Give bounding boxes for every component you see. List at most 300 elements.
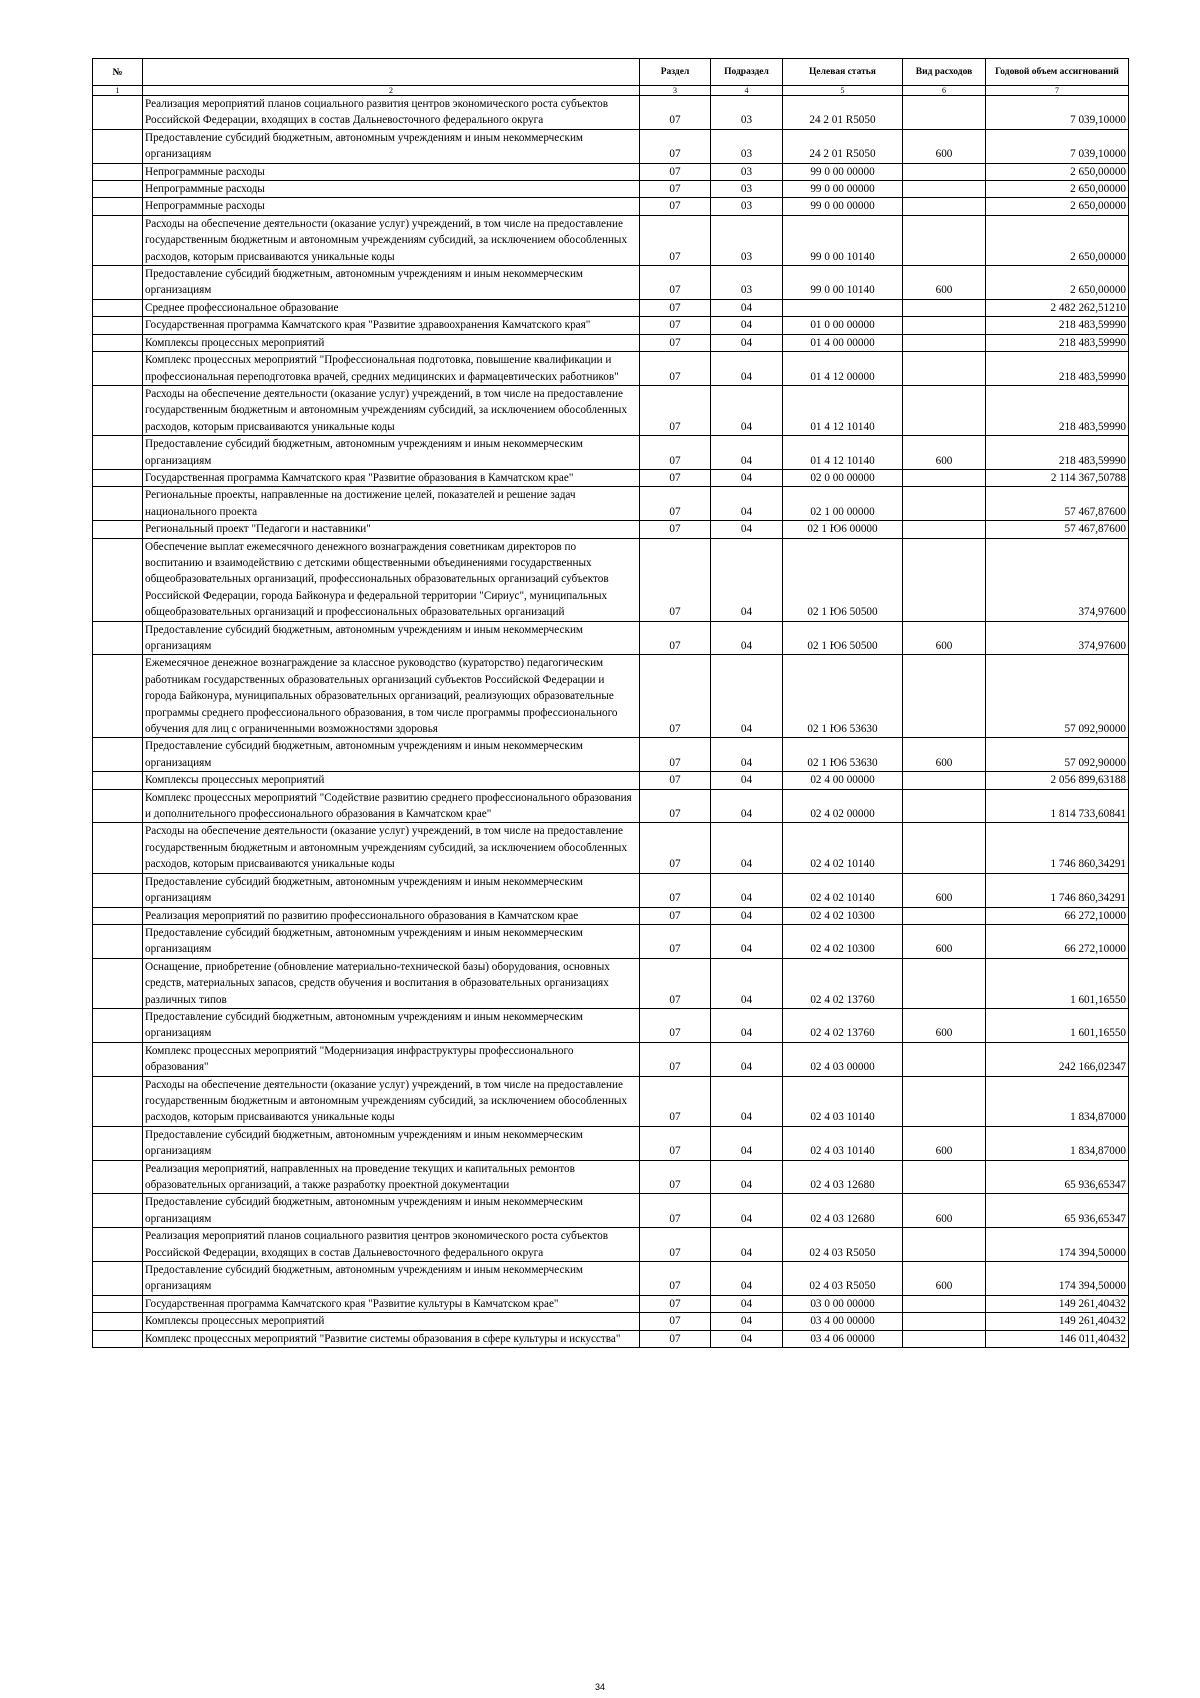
cell-podrazdel: 04 bbox=[711, 789, 783, 823]
cell-no bbox=[93, 1262, 143, 1296]
cell-vid bbox=[903, 317, 986, 334]
cell-no bbox=[93, 1126, 143, 1160]
header-vid: Вид расходов bbox=[903, 59, 986, 86]
cell-amount: 1 834,87000 bbox=[986, 1076, 1129, 1126]
cell-article: 02 1 Ю6 50500 bbox=[783, 621, 903, 655]
cell-vid bbox=[903, 1160, 986, 1194]
table-row bbox=[93, 317, 1129, 334]
cell-article: 02 4 02 10300 bbox=[783, 907, 903, 924]
cell-podrazdel: 04 bbox=[711, 873, 783, 907]
cell-vid bbox=[903, 1330, 986, 1347]
cell-article: 99 0 00 10140 bbox=[783, 215, 903, 265]
cell-name: Расходы на обеспечение деятельности (оказание услуг) учреждений, в том числе на предоставление государственным бюджетным и автономным учреждениям субсидий, за исключением обособленных расходов, которым присваиваются уникальные коды bbox=[143, 385, 640, 435]
cell-no bbox=[93, 1313, 143, 1330]
cell-name: Расходы на обеспечение деятельности (оказание услуг) учреждений, в том числе на предоставление государственным бюджетным и автономным учреждениям субсидий, за исключением обособленных расходов, которым присваиваются уникальные коды bbox=[143, 215, 640, 265]
cell-no bbox=[93, 1330, 143, 1347]
cell-podrazdel: 04 bbox=[711, 487, 783, 521]
cell-no bbox=[93, 924, 143, 958]
cell-name: Государственная программа Камчатского края "Развитие культуры в Камчатском крае" bbox=[143, 1295, 640, 1312]
cell-no bbox=[93, 469, 143, 486]
cell-vid bbox=[903, 299, 986, 316]
cell-amount: 7 039,10000 bbox=[986, 129, 1129, 163]
cell-vid bbox=[903, 352, 986, 386]
cell-amount: 66 272,10000 bbox=[986, 924, 1129, 958]
cell-name: Реализация мероприятий, направленных на проведение текущих и капитальных ремонтов образовательных организаций, а также разработку проектной документации bbox=[143, 1160, 640, 1194]
header-name bbox=[143, 59, 640, 86]
cell-amount: 174 394,50000 bbox=[986, 1228, 1129, 1262]
cell-vid bbox=[903, 1228, 986, 1262]
cell-razdel: 07 bbox=[640, 823, 711, 873]
cell-article: 24 2 01 R5050 bbox=[783, 96, 903, 130]
table-body bbox=[93, 96, 1129, 1348]
cell-amount: 2 056 899,63188 bbox=[986, 772, 1129, 789]
table-row bbox=[93, 1076, 1129, 1126]
cell-razdel: 07 bbox=[640, 738, 711, 772]
header-podrazdel: Подраздел bbox=[711, 59, 783, 86]
cell-vid bbox=[903, 1295, 986, 1312]
cell-amount: 1 601,16550 bbox=[986, 958, 1129, 1008]
cell-vid: 600 bbox=[903, 266, 986, 300]
cell-no bbox=[93, 1295, 143, 1312]
cell-razdel: 07 bbox=[640, 436, 711, 470]
cell-article: 02 1 Ю6 00000 bbox=[783, 521, 903, 538]
cell-podrazdel: 04 bbox=[711, 958, 783, 1008]
cell-amount: 1 814 733,60841 bbox=[986, 789, 1129, 823]
cell-amount: 1 601,16550 bbox=[986, 1008, 1129, 1042]
cell-vid: 600 bbox=[903, 129, 986, 163]
cell-razdel: 07 bbox=[640, 317, 711, 334]
table-row bbox=[93, 789, 1129, 823]
cell-article: 03 4 00 00000 bbox=[783, 1313, 903, 1330]
cell-name: Среднее профессиональное образование bbox=[143, 299, 640, 316]
cell-no bbox=[93, 1008, 143, 1042]
cell-podrazdel: 04 bbox=[711, 924, 783, 958]
cell-article: 02 1 Ю6 53630 bbox=[783, 655, 903, 738]
cell-razdel: 07 bbox=[640, 334, 711, 351]
table-row bbox=[93, 1126, 1129, 1160]
table-row bbox=[93, 352, 1129, 386]
cell-podrazdel: 03 bbox=[711, 181, 783, 198]
cell-article: 02 4 03 10140 bbox=[783, 1126, 903, 1160]
header-row bbox=[93, 59, 1129, 86]
cell-razdel: 07 bbox=[640, 1042, 711, 1076]
cell-vid bbox=[903, 772, 986, 789]
cell-article: 02 4 03 10140 bbox=[783, 1076, 903, 1126]
cell-article: 02 4 02 10300 bbox=[783, 924, 903, 958]
cell-razdel: 07 bbox=[640, 1160, 711, 1194]
cell-vid: 600 bbox=[903, 1194, 986, 1228]
cell-razdel: 07 bbox=[640, 1228, 711, 1262]
cell-amount: 374,97600 bbox=[986, 621, 1129, 655]
cell-razdel: 07 bbox=[640, 266, 711, 300]
cell-podrazdel: 04 bbox=[711, 1042, 783, 1076]
cell-article: 02 4 02 13760 bbox=[783, 1008, 903, 1042]
cell-razdel: 07 bbox=[640, 1194, 711, 1228]
cell-article: 02 4 00 00000 bbox=[783, 772, 903, 789]
table-row bbox=[93, 299, 1129, 316]
cell-article: 02 1 00 00000 bbox=[783, 487, 903, 521]
cell-razdel: 07 bbox=[640, 129, 711, 163]
cell-vid bbox=[903, 907, 986, 924]
cell-article: 99 0 00 00000 bbox=[783, 181, 903, 198]
cell-amount: 1 834,87000 bbox=[986, 1126, 1129, 1160]
cell-vid: 600 bbox=[903, 1262, 986, 1296]
cell-podrazdel: 04 bbox=[711, 1194, 783, 1228]
cell-no bbox=[93, 738, 143, 772]
cell-podrazdel: 04 bbox=[711, 621, 783, 655]
cell-podrazdel: 04 bbox=[711, 1126, 783, 1160]
cell-article: 02 4 03 12680 bbox=[783, 1194, 903, 1228]
cell-amount: 2 114 367,50788 bbox=[986, 469, 1129, 486]
table-row bbox=[93, 655, 1129, 738]
cell-name: Предоставление субсидий бюджетным, автономным учреждениям и иным некоммерческим организациям bbox=[143, 924, 640, 958]
cell-razdel: 07 bbox=[640, 538, 711, 621]
cell-amount: 218 483,59990 bbox=[986, 436, 1129, 470]
cell-amount: 65 936,65347 bbox=[986, 1160, 1129, 1194]
cell-vid: 600 bbox=[903, 738, 986, 772]
cell-article: 99 0 00 10140 bbox=[783, 266, 903, 300]
cell-razdel: 07 bbox=[640, 1295, 711, 1312]
cell-amount: 146 011,40432 bbox=[986, 1330, 1129, 1347]
cell-vid bbox=[903, 823, 986, 873]
cell-razdel: 07 bbox=[640, 181, 711, 198]
table-row bbox=[93, 129, 1129, 163]
cell-razdel: 07 bbox=[640, 1076, 711, 1126]
cell-vid: 600 bbox=[903, 621, 986, 655]
cell-vid bbox=[903, 1076, 986, 1126]
cell-vid: 600 bbox=[903, 436, 986, 470]
cell-amount: 218 483,59990 bbox=[986, 334, 1129, 351]
cell-article: 01 0 00 00000 bbox=[783, 317, 903, 334]
table-row bbox=[93, 1042, 1129, 1076]
cell-no bbox=[93, 873, 143, 907]
cell-no bbox=[93, 1194, 143, 1228]
cell-no bbox=[93, 823, 143, 873]
cell-no bbox=[93, 198, 143, 215]
cell-podrazdel: 03 bbox=[711, 266, 783, 300]
cell-vid bbox=[903, 1313, 986, 1330]
cell-article: 01 4 12 10140 bbox=[783, 436, 903, 470]
cell-no bbox=[93, 299, 143, 316]
cell-no bbox=[93, 163, 143, 180]
cell-article: 03 0 00 00000 bbox=[783, 1295, 903, 1312]
cell-no bbox=[93, 1076, 143, 1126]
cell-no bbox=[93, 1042, 143, 1076]
cell-no bbox=[93, 96, 143, 130]
cell-name: Предоставление субсидий бюджетным, автономным учреждениям и иным некоммерческим организациям bbox=[143, 1008, 640, 1042]
cell-name: Предоставление субсидий бюджетным, автономным учреждениям и иным некоммерческим организациям bbox=[143, 1262, 640, 1296]
cell-name: Реализация мероприятий планов социального развития центров экономического роста субъектов Российской Федерации, входящих в состав Дальневосточного федерального округа bbox=[143, 1228, 640, 1262]
cell-razdel: 07 bbox=[640, 907, 711, 924]
cell-vid bbox=[903, 96, 986, 130]
cell-podrazdel: 04 bbox=[711, 352, 783, 386]
cell-no bbox=[93, 352, 143, 386]
table-row bbox=[93, 958, 1129, 1008]
cell-name: Региональный проект "Педагоги и наставники" bbox=[143, 521, 640, 538]
table-row bbox=[93, 266, 1129, 300]
cell-name: Региональные проекты, направленные на достижение целей, показателей и решение задач национального проекта bbox=[143, 487, 640, 521]
cell-podrazdel: 04 bbox=[711, 385, 783, 435]
cell-name: Государственная программа Камчатского края "Развитие образования в Камчатском крае" bbox=[143, 469, 640, 486]
cell-no bbox=[93, 266, 143, 300]
cell-article: 24 2 01 R5050 bbox=[783, 129, 903, 163]
table-row bbox=[93, 538, 1129, 621]
cell-vid: 600 bbox=[903, 924, 986, 958]
table-row bbox=[93, 163, 1129, 180]
table-row bbox=[93, 334, 1129, 351]
cell-razdel: 07 bbox=[640, 1330, 711, 1347]
cell-podrazdel: 03 bbox=[711, 215, 783, 265]
cell-amount: 65 936,65347 bbox=[986, 1194, 1129, 1228]
cell-podrazdel: 03 bbox=[711, 198, 783, 215]
cell-name: Обеспечение выплат ежемесячного денежного вознаграждения советникам директоров по воспитанию и взаимодействию с детскими общественными объединениями государственных общеобразовательных организаций, профессиональных образовательных организаций субъектов Российской Федерации, города Байконура и федеральной территории "Сириус", муниципальных общеобразовательных организаций и профессиональных образовательных организаций bbox=[143, 538, 640, 621]
cell-razdel: 07 bbox=[640, 873, 711, 907]
cell-podrazdel: 04 bbox=[711, 1008, 783, 1042]
cell-razdel: 07 bbox=[640, 385, 711, 435]
cell-razdel: 07 bbox=[640, 924, 711, 958]
cell-razdel: 07 bbox=[640, 299, 711, 316]
table-row bbox=[93, 1194, 1129, 1228]
table-row bbox=[93, 907, 1129, 924]
cell-no bbox=[93, 907, 143, 924]
cell-amount: 1 746 860,34291 bbox=[986, 823, 1129, 873]
cell-razdel: 07 bbox=[640, 1313, 711, 1330]
cell-podrazdel: 04 bbox=[711, 1313, 783, 1330]
cell-article: 99 0 00 00000 bbox=[783, 163, 903, 180]
cell-vid bbox=[903, 469, 986, 486]
column-number: 2 bbox=[143, 86, 640, 96]
cell-podrazdel: 03 bbox=[711, 163, 783, 180]
cell-name: Предоставление субсидий бюджетным, автономным учреждениям и иным некоммерческим организациям bbox=[143, 873, 640, 907]
cell-name: Комплекс процессных мероприятий "Развитие системы образования в сфере культуры и искусства" bbox=[143, 1330, 640, 1347]
header-article: Целевая статья bbox=[783, 59, 903, 86]
cell-razdel: 07 bbox=[640, 1126, 711, 1160]
cell-podrazdel: 04 bbox=[711, 469, 783, 486]
cell-podrazdel: 04 bbox=[711, 1160, 783, 1194]
cell-name: Комплексы процессных мероприятий bbox=[143, 334, 640, 351]
cell-podrazdel: 04 bbox=[711, 1076, 783, 1126]
cell-podrazdel: 04 bbox=[711, 907, 783, 924]
cell-article: 02 4 03 R5050 bbox=[783, 1228, 903, 1262]
table-row bbox=[93, 621, 1129, 655]
cell-no bbox=[93, 385, 143, 435]
cell-amount: 2 650,00000 bbox=[986, 181, 1129, 198]
cell-vid bbox=[903, 181, 986, 198]
cell-no bbox=[93, 129, 143, 163]
cell-name: Комплекс процессных мероприятий "Профессиональная подготовка, повышение квалификации и профессиональная переподготовка врачей, средних медицинских и фармацевтических работников" bbox=[143, 352, 640, 386]
cell-vid bbox=[903, 958, 986, 1008]
cell-amount: 57 092,90000 bbox=[986, 655, 1129, 738]
cell-razdel: 07 bbox=[640, 487, 711, 521]
table-row bbox=[93, 198, 1129, 215]
table-row bbox=[93, 469, 1129, 486]
cell-amount: 2 650,00000 bbox=[986, 198, 1129, 215]
cell-podrazdel: 04 bbox=[711, 823, 783, 873]
cell-vid bbox=[903, 1042, 986, 1076]
cell-amount: 218 483,59990 bbox=[986, 352, 1129, 386]
cell-amount: 2 650,00000 bbox=[986, 266, 1129, 300]
cell-amount: 242 166,02347 bbox=[986, 1042, 1129, 1076]
table-row bbox=[93, 521, 1129, 538]
cell-article: 02 0 00 00000 bbox=[783, 469, 903, 486]
cell-amount: 57 467,87600 bbox=[986, 487, 1129, 521]
cell-vid bbox=[903, 521, 986, 538]
cell-article: 01 4 12 10140 bbox=[783, 385, 903, 435]
cell-amount: 149 261,40432 bbox=[986, 1313, 1129, 1330]
cell-podrazdel: 04 bbox=[711, 1295, 783, 1312]
cell-no bbox=[93, 334, 143, 351]
cell-amount: 66 272,10000 bbox=[986, 907, 1129, 924]
table-row bbox=[93, 1160, 1129, 1194]
cell-podrazdel: 04 bbox=[711, 738, 783, 772]
cell-podrazdel: 04 bbox=[711, 538, 783, 621]
cell-vid bbox=[903, 487, 986, 521]
cell-no bbox=[93, 487, 143, 521]
cell-name: Расходы на обеспечение деятельности (оказание услуг) учреждений, в том числе на предоставление государственным бюджетным и автономным учреждениям субсидий, за исключением обособленных расходов, которым присваиваются уникальные коды bbox=[143, 1076, 640, 1126]
cell-podrazdel: 04 bbox=[711, 772, 783, 789]
cell-article: 02 4 02 00000 bbox=[783, 789, 903, 823]
cell-vid bbox=[903, 215, 986, 265]
column-number: 5 bbox=[783, 86, 903, 96]
cell-amount: 218 483,59990 bbox=[986, 317, 1129, 334]
cell-article: 02 4 03 00000 bbox=[783, 1042, 903, 1076]
cell-name: Комплекс процессных мероприятий "Содействие развитию среднего профессионального образования и дополнительного профессионального образования в Камчатском крае" bbox=[143, 789, 640, 823]
table-row bbox=[93, 436, 1129, 470]
cell-name: Предоставление субсидий бюджетным, автономным учреждениям и иным некоммерческим организациям bbox=[143, 738, 640, 772]
cell-no bbox=[93, 772, 143, 789]
cell-article: 02 4 03 12680 bbox=[783, 1160, 903, 1194]
cell-amount: 57 092,90000 bbox=[986, 738, 1129, 772]
table-row bbox=[93, 1295, 1129, 1312]
cell-no bbox=[93, 621, 143, 655]
cell-vid bbox=[903, 655, 986, 738]
cell-amount: 149 261,40432 bbox=[986, 1295, 1129, 1312]
cell-podrazdel: 04 bbox=[711, 1228, 783, 1262]
cell-podrazdel: 04 bbox=[711, 317, 783, 334]
cell-no bbox=[93, 521, 143, 538]
cell-no bbox=[93, 1160, 143, 1194]
cell-razdel: 07 bbox=[640, 958, 711, 1008]
cell-razdel: 07 bbox=[640, 789, 711, 823]
table-row bbox=[93, 738, 1129, 772]
cell-podrazdel: 04 bbox=[711, 1262, 783, 1296]
table-row bbox=[93, 924, 1129, 958]
cell-no bbox=[93, 655, 143, 738]
cell-podrazdel: 04 bbox=[711, 1330, 783, 1347]
cell-name: Государственная программа Камчатского края "Развитие здравоохранения Камчатского края" bbox=[143, 317, 640, 334]
cell-vid: 600 bbox=[903, 1126, 986, 1160]
cell-article: 01 4 12 00000 bbox=[783, 352, 903, 386]
cell-razdel: 07 bbox=[640, 215, 711, 265]
cell-name: Ежемесячное денежное вознаграждение за классное руководство (кураторство) педагогическим работникам государственных образовательных организаций субъектов Российской Федерации и города Байконура, муниципальных образовательных организаций, реализующих образовательные программы среднего профессионального образования, в том числе программы профессионального обучения для лиц с ограниченными возможностями здоровья bbox=[143, 655, 640, 738]
header-amount: Годовой объем ассигнований bbox=[986, 59, 1129, 86]
table-row bbox=[93, 823, 1129, 873]
column-number: 3 bbox=[640, 86, 711, 96]
cell-vid bbox=[903, 198, 986, 215]
cell-amount: 1 746 860,34291 bbox=[986, 873, 1129, 907]
cell-vid bbox=[903, 334, 986, 351]
cell-no bbox=[93, 181, 143, 198]
cell-razdel: 07 bbox=[640, 655, 711, 738]
cell-amount: 174 394,50000 bbox=[986, 1262, 1129, 1296]
cell-name: Комплексы процессных мероприятий bbox=[143, 1313, 640, 1330]
page-number: 34 bbox=[594, 1682, 605, 1692]
column-number: 7 bbox=[986, 86, 1129, 96]
cell-name: Предоставление субсидий бюджетным, автономным учреждениям и иным некоммерческим организациям bbox=[143, 1126, 640, 1160]
cell-vid bbox=[903, 385, 986, 435]
table-row bbox=[93, 487, 1129, 521]
cell-razdel: 07 bbox=[640, 772, 711, 789]
cell-name: Предоставление субсидий бюджетным, автономным учреждениям и иным некоммерческим организациям bbox=[143, 266, 640, 300]
table-row bbox=[93, 96, 1129, 130]
table-row bbox=[93, 1313, 1129, 1330]
cell-no bbox=[93, 317, 143, 334]
cell-no bbox=[93, 215, 143, 265]
cell-name: Комплексы процессных мероприятий bbox=[143, 772, 640, 789]
cell-article bbox=[783, 299, 903, 316]
cell-vid bbox=[903, 163, 986, 180]
cell-vid bbox=[903, 538, 986, 621]
cell-vid: 600 bbox=[903, 1008, 986, 1042]
cell-amount: 2 650,00000 bbox=[986, 163, 1129, 180]
cell-razdel: 07 bbox=[640, 469, 711, 486]
cell-no bbox=[93, 789, 143, 823]
cell-amount: 218 483,59990 bbox=[986, 385, 1129, 435]
table-row bbox=[93, 385, 1129, 435]
table-row bbox=[93, 1330, 1129, 1347]
cell-name: Предоставление субсидий бюджетным, автономным учреждениям и иным некоммерческим организациям bbox=[143, 129, 640, 163]
cell-podrazdel: 04 bbox=[711, 521, 783, 538]
cell-amount: 7 039,10000 bbox=[986, 96, 1129, 130]
cell-no bbox=[93, 1228, 143, 1262]
cell-amount: 2 650,00000 bbox=[986, 215, 1129, 265]
cell-article: 02 4 03 R5050 bbox=[783, 1262, 903, 1296]
cell-razdel: 07 bbox=[640, 1008, 711, 1042]
cell-article: 02 1 Ю6 50500 bbox=[783, 538, 903, 621]
table-row bbox=[93, 215, 1129, 265]
cell-no bbox=[93, 958, 143, 1008]
cell-amount: 57 467,87600 bbox=[986, 521, 1129, 538]
column-number: 6 bbox=[903, 86, 986, 96]
cell-podrazdel: 04 bbox=[711, 299, 783, 316]
cell-podrazdel: 04 bbox=[711, 436, 783, 470]
cell-podrazdel: 03 bbox=[711, 96, 783, 130]
cell-name: Предоставление субсидий бюджетным, автономным учреждениям и иным некоммерческим организациям bbox=[143, 1194, 640, 1228]
cell-no bbox=[93, 436, 143, 470]
cell-name: Непрограммные расходы bbox=[143, 163, 640, 180]
cell-name: Реализация мероприятий по развитию профессионального образования в Камчатском крае bbox=[143, 907, 640, 924]
cell-vid: 600 bbox=[903, 873, 986, 907]
cell-article: 03 4 06 00000 bbox=[783, 1330, 903, 1347]
header-no: № bbox=[93, 59, 143, 86]
table-row bbox=[93, 1262, 1129, 1296]
column-number: 1 bbox=[93, 86, 143, 96]
cell-razdel: 07 bbox=[640, 96, 711, 130]
header-razdel: Раздел bbox=[640, 59, 711, 86]
cell-article: 02 4 02 10140 bbox=[783, 823, 903, 873]
cell-no bbox=[93, 538, 143, 621]
cell-razdel: 07 bbox=[640, 352, 711, 386]
budget-table bbox=[92, 58, 1129, 1348]
cell-amount: 374,97600 bbox=[986, 538, 1129, 621]
cell-name: Реализация мероприятий планов социального развития центров экономического роста субъектов Российской Федерации, входящих в состав Дальневосточного федерального округа bbox=[143, 96, 640, 130]
cell-article: 99 0 00 00000 bbox=[783, 198, 903, 215]
cell-vid bbox=[903, 789, 986, 823]
table-row bbox=[93, 1228, 1129, 1262]
cell-article: 02 1 Ю6 53630 bbox=[783, 738, 903, 772]
cell-podrazdel: 04 bbox=[711, 655, 783, 738]
cell-amount: 2 482 262,51210 bbox=[986, 299, 1129, 316]
